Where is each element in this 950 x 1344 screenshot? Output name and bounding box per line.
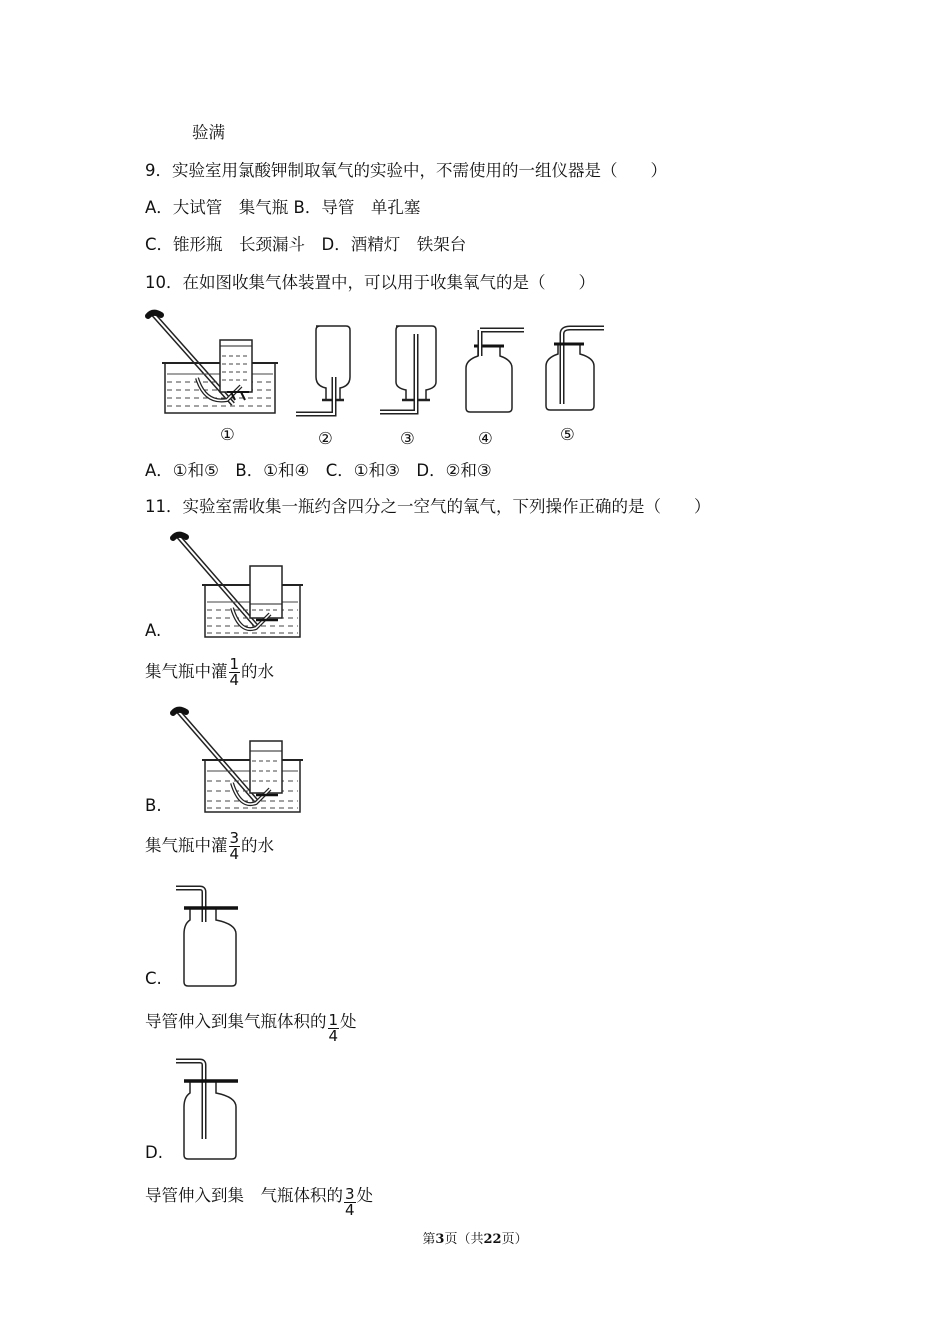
q10-options: A．①和⑤ B．①和④ C．①和③ D．②和③ [145, 461, 492, 480]
q11-option-a-text [145, 656, 274, 688]
q11-option-b-fraction: $\frac{3}{4}$ [229, 829, 240, 863]
q10-figure-2 [294, 322, 364, 422]
q11-figure-b [170, 705, 305, 815]
q10-figure-5 [544, 322, 614, 417]
q11-option-c-text [145, 1006, 357, 1044]
q10-figure-3 [374, 322, 444, 422]
q11-option-b-letter: B. [145, 796, 162, 815]
q11-option-a-fraction: $\frac{1}{4}$ [229, 655, 240, 689]
q11-option-a-letter: A. [145, 621, 162, 640]
q11-option-d-letter: D. [145, 1143, 163, 1162]
q10-figure-4 [464, 322, 534, 417]
q11-option-d-before: 导管伸入到集 气瓶体积的 [145, 1186, 343, 1205]
q11-figure-c [172, 882, 242, 988]
footer-total-pages: 22 [483, 1232, 502, 1247]
q11-option-b-after: 的水 [241, 836, 275, 855]
q10-label-2: ② [318, 429, 333, 448]
q11-option-c-fraction: $\frac{1}{4}$ [328, 1011, 339, 1045]
q11-option-c-after: 处 [340, 1012, 357, 1031]
q11-option-d-fraction: $\frac{3}{4}$ [345, 1185, 355, 1219]
q11-option-b-text [145, 830, 274, 862]
q11-option-c-letter: C. [145, 969, 162, 988]
q11-option-a-after: 的水 [241, 662, 275, 681]
page-footer: 第3页（共22页） [422, 1232, 528, 1247]
q9-options-cd: C．锥形瓶 长颈漏斗 D．酒精灯 铁架台 [145, 235, 467, 254]
q10-label-4: ④ [478, 429, 493, 448]
q11-stem: 11．实验室需收集一瓶约含四分之一空气的氧气，下列操作正确的是（ ） [145, 497, 711, 516]
q9-stem: 9．实验室用氯酸钾制取氧气的实验中，不需使用的一组仪器是（ ） [145, 161, 667, 180]
footer-page-number: 3 [435, 1232, 445, 1247]
carry-over-text: 验满 [192, 123, 225, 142]
q11-option-c-before: 导管伸入到集气瓶体积的 [145, 1012, 327, 1031]
q10-label-3: ③ [400, 429, 415, 448]
q11-option-d-text [145, 1180, 373, 1218]
q11-figure-d [172, 1055, 242, 1161]
q10-label-1: ① [220, 425, 235, 444]
q9-options-ab: A．大试管 集气瓶 B．导管 单孔塞 [145, 198, 421, 217]
q10-figure-1 [145, 308, 280, 418]
q11-option-a-before: 集气瓶中灌 [145, 662, 228, 681]
q10-label-5: ⑤ [560, 425, 575, 444]
q11-option-b-before: 集气瓶中灌 [145, 836, 228, 855]
q10-stem: 10．在如图收集气体装置中，可以用于收集氧气的是（ ） [145, 273, 595, 292]
q11-option-d-after: 处 [356, 1186, 374, 1205]
q11-figure-a [170, 530, 305, 640]
